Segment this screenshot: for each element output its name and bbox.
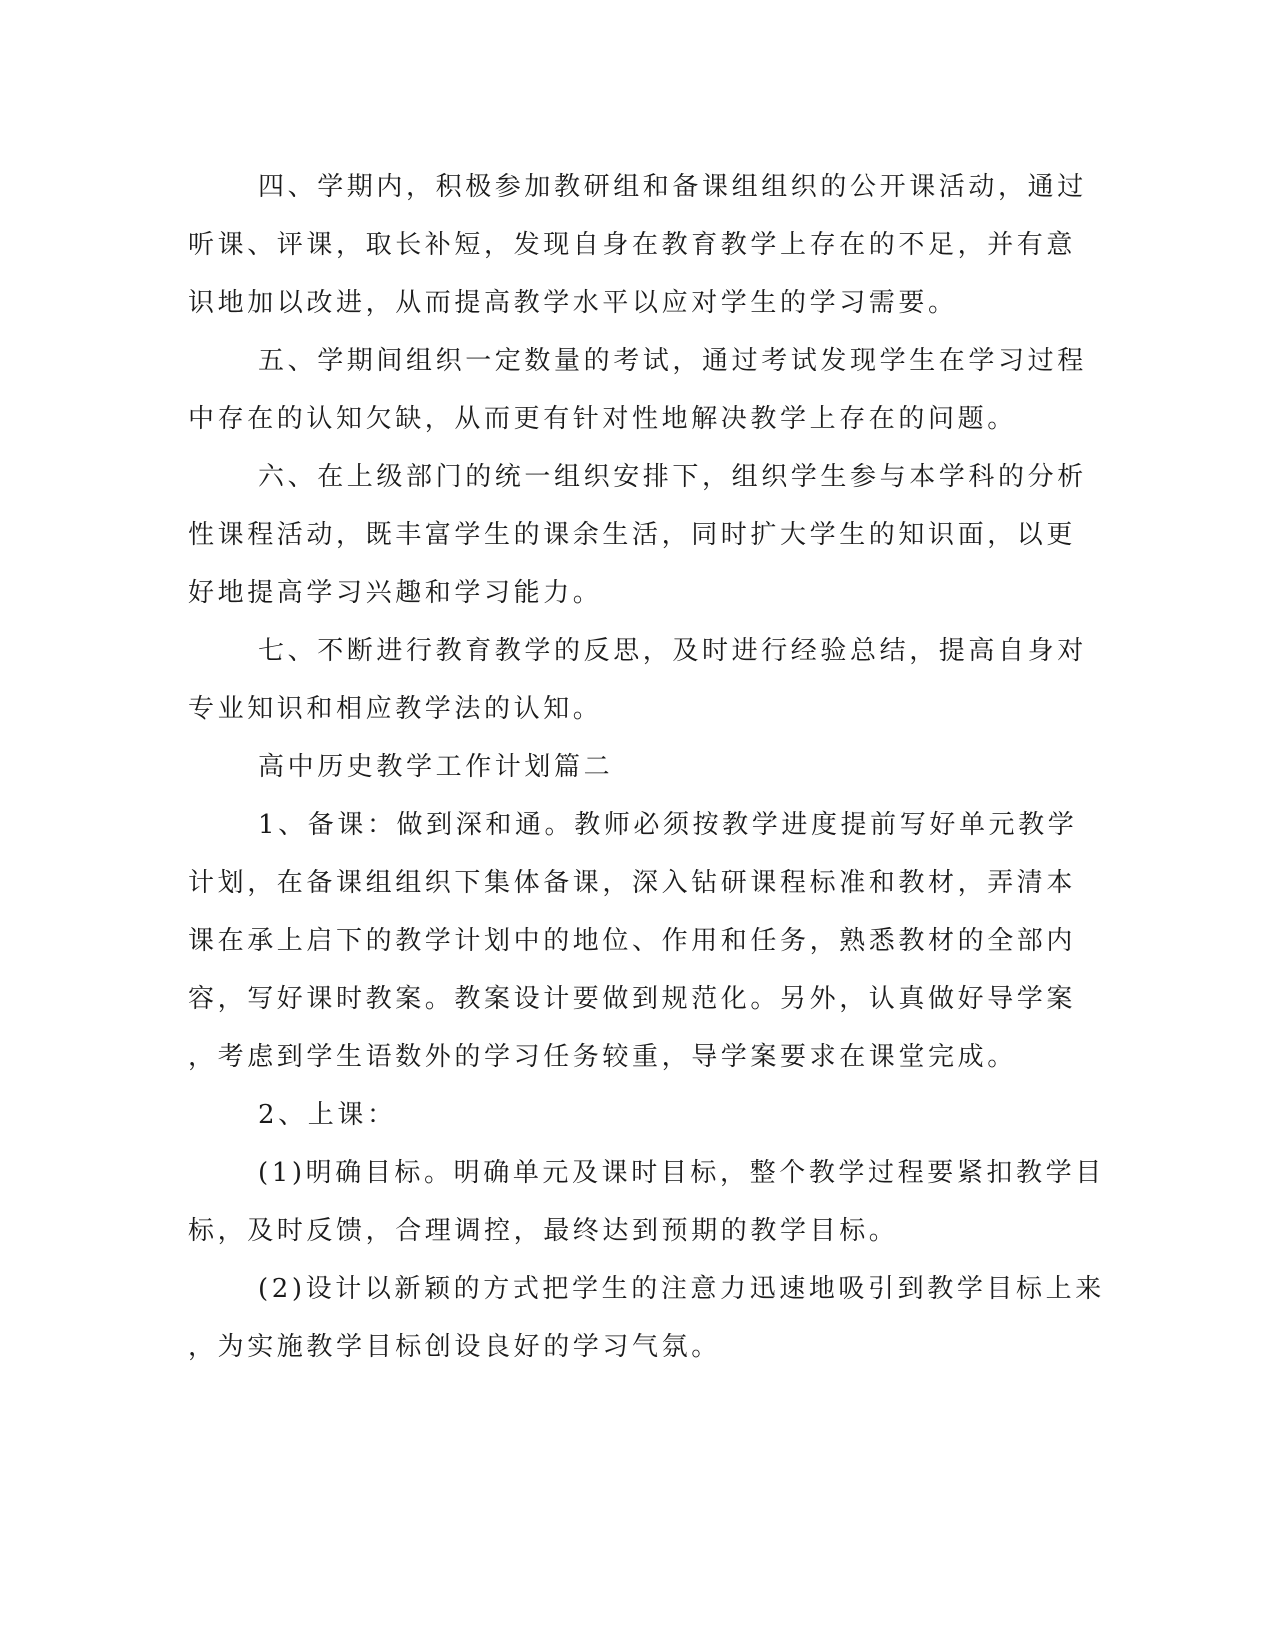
text-line: (2)设计以新颖的方式把学生的注意力迅速地吸引到教学目标上来 xyxy=(258,1274,1105,1304)
text-line: 课在承上启下的教学计划中的地位、作用和任务，熟悉教材的全部内 xyxy=(188,926,1077,956)
text-line: 标，及时反馈，合理调控，最终达到预期的教学目标。 xyxy=(188,1216,899,1246)
text-line: 中存在的认知欠缺，从而更有针对性地解决教学上存在的问题。 xyxy=(188,404,1017,434)
text-line: 七、不断进行教育教学的反思，及时进行经验总结，提高自身对 xyxy=(258,636,1087,666)
text-line: 六、在上级部门的统一组织安排下，组织学生参与本学科的分析 xyxy=(258,462,1087,492)
text-line: 五、学期间组织一定数量的考试，通过考试发现学生在学习过程 xyxy=(258,346,1087,376)
text-line: 性课程活动，既丰富学生的课余生活，同时扩大学生的知识面，以更 xyxy=(188,520,1077,550)
text-line: ，考虑到学生语数外的学习任务较重，导学案要求在课堂完成。 xyxy=(188,1042,1017,1072)
text-line: 容，写好课时教案。教案设计要做到规范化。另外，认真做好导学案 xyxy=(188,984,1077,1014)
text-line: 计划，在备课组组织下集体备课，深入钻研课程标准和教材，弄清本 xyxy=(188,868,1077,898)
text-line: 专业知识和相应教学法的认知。 xyxy=(188,694,603,724)
text-line: 好地提高学习兴趣和学习能力。 xyxy=(188,578,603,608)
text-line: 识地加以改进，从而提高教学水平以应对学生的学习需要。 xyxy=(188,288,958,318)
text-line: ，为实施教学目标创设良好的学习气氛。 xyxy=(188,1332,721,1362)
text-line: 听课、评课，取长补短，发现自身在教育教学上存在的不足，并有意 xyxy=(188,230,1077,260)
document-body xyxy=(188,158,1105,1376)
text-line: 2、上课： xyxy=(258,1100,397,1130)
section-heading: 高中历史教学工作计划篇二 xyxy=(258,752,614,782)
text-line: 四、学期内，积极参加教研组和备课组组织的公开课活动，通过 xyxy=(258,172,1087,202)
text-line: (1)明确目标。明确单元及课时目标，整个教学过程要紧扣教学目 xyxy=(258,1158,1105,1188)
text-line: 1、备课：做到深和通。教师必须按教学进度提前写好单元教学 xyxy=(258,810,1078,840)
